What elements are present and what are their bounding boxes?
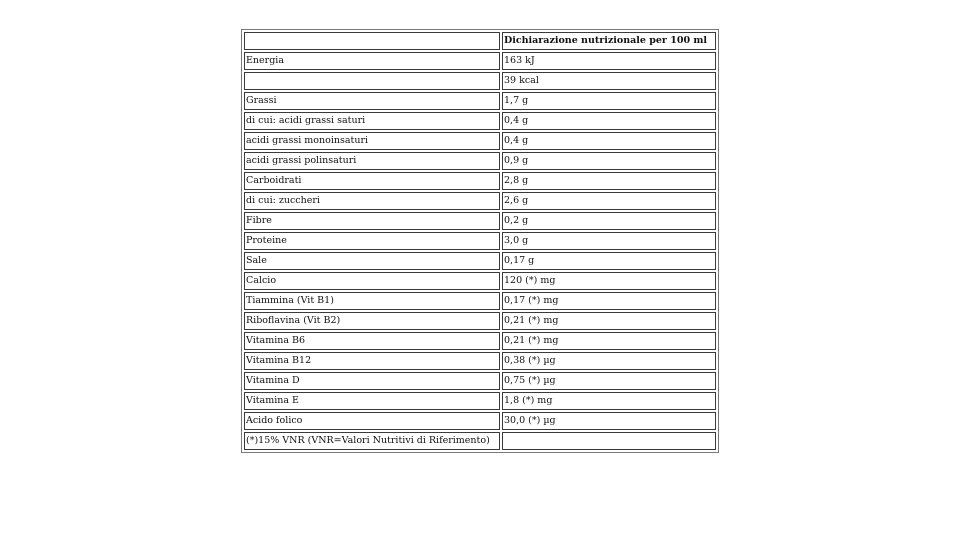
table-header-row (244, 32, 716, 50)
table-row (244, 232, 716, 250)
nutrient-label-cell: Vitamina B6 (244, 332, 500, 350)
table-row (244, 272, 716, 290)
nutrient-label-cell: di cui: zuccheri (244, 192, 500, 210)
table-row (244, 212, 716, 230)
nutrient-value-cell: 0,17 g (502, 252, 716, 270)
table-row (244, 432, 716, 450)
nutrient-label-cell: Fibre (244, 212, 500, 230)
table-row (244, 112, 716, 130)
nutrient-value-cell: 30,0 (*) µg (502, 412, 716, 430)
nutrient-value-cell: 3,0 g (502, 232, 716, 250)
nutrient-label-cell: Proteine (244, 232, 500, 250)
header-value-cell: Dichiarazione nutrizionale per 100 ml (502, 32, 716, 50)
table-row (244, 132, 716, 150)
table-row (244, 252, 716, 270)
nutrient-label-cell: Grassi (244, 92, 500, 110)
nutrient-label-cell: Vitamina B12 (244, 352, 500, 370)
table-row (244, 152, 716, 170)
nutrient-value-cell: 0,4 g (502, 132, 716, 150)
nutrient-label-cell: Riboflavina (Vit B2) (244, 312, 500, 330)
nutrient-value-cell: 120 (*) mg (502, 272, 716, 290)
nutrient-label-cell: Calcio (244, 272, 500, 290)
nutrient-value-cell: 0,9 g (502, 152, 716, 170)
nutrient-value-cell: 0,17 (*) mg (502, 292, 716, 310)
table-row (244, 332, 716, 350)
nutrient-label-cell: Carboidrati (244, 172, 500, 190)
nutrient-value-cell: 0,4 g (502, 112, 716, 130)
nutrient-value-cell: 0,75 (*) µg (502, 372, 716, 390)
table-row (244, 92, 716, 110)
nutrition-table (241, 29, 719, 453)
nutrient-label-cell (244, 72, 500, 90)
nutrient-value-cell: 2,8 g (502, 172, 716, 190)
nutrient-label-cell: Vitamina D (244, 372, 500, 390)
nutrient-value-cell: 0,38 (*) µg (502, 352, 716, 370)
table-row (244, 392, 716, 410)
nutrient-label-cell: (*)15% VNR (VNR=Valori Nutritivi di Riferimento) (244, 432, 500, 450)
nutrient-label-cell: Vitamina E (244, 392, 500, 410)
nutrient-label-cell: Acido folico (244, 412, 500, 430)
table-row (244, 372, 716, 390)
nutrient-label-cell: acidi grassi monoinsaturi (244, 132, 500, 150)
table-row (244, 72, 716, 90)
nutrient-value-cell (502, 432, 716, 450)
nutrient-label-cell: Sale (244, 252, 500, 270)
table-row (244, 52, 716, 70)
nutrient-value-cell: 0,21 (*) mg (502, 332, 716, 350)
table-row (244, 292, 716, 310)
nutrient-value-cell: 1,7 g (502, 92, 716, 110)
nutrient-label-cell: Energia (244, 52, 500, 70)
nutrient-value-cell: 2,6 g (502, 192, 716, 210)
table-row (244, 352, 716, 370)
header-label-cell (244, 32, 500, 50)
nutrient-value-cell: 1,8 (*) mg (502, 392, 716, 410)
nutrition-table-body (244, 32, 716, 450)
nutrient-label-cell: di cui: acidi grassi saturi (244, 112, 500, 130)
table-row (244, 172, 716, 190)
nutrient-value-cell: 163 kJ (502, 52, 716, 70)
table-row (244, 192, 716, 210)
table-row (244, 312, 716, 330)
nutrient-value-cell: 0,21 (*) mg (502, 312, 716, 330)
nutrient-label-cell: acidi grassi polinsaturi (244, 152, 500, 170)
nutrient-value-cell: 39 kcal (502, 72, 716, 90)
nutrient-label-cell: Tiammina (Vit B1) (244, 292, 500, 310)
nutrient-value-cell: 0,2 g (502, 212, 716, 230)
table-row (244, 412, 716, 430)
